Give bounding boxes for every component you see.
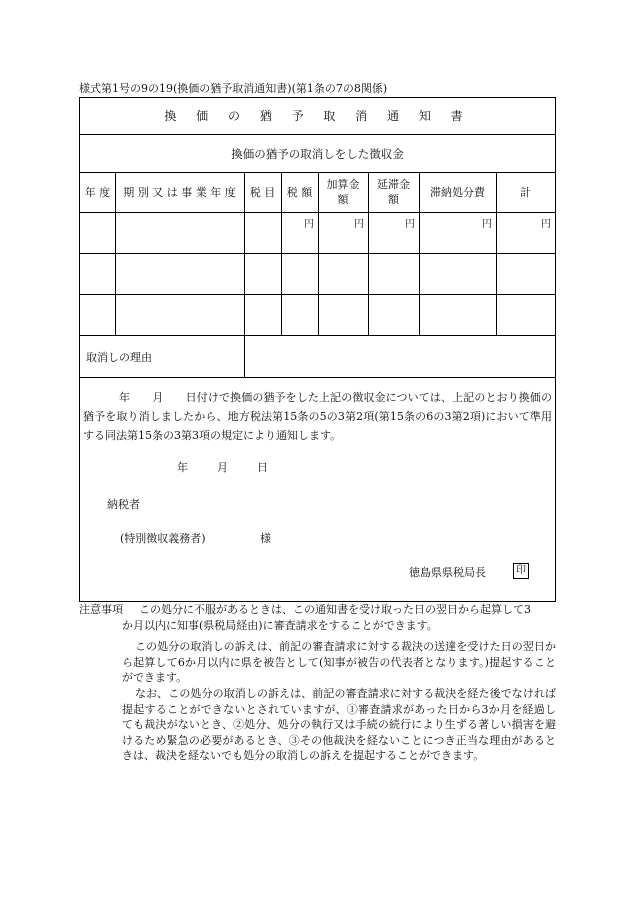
- header-late-line2: 額: [388, 193, 399, 206]
- header-addition-line2: 額: [337, 193, 349, 206]
- row-divider: [80, 377, 555, 378]
- row-divider: [80, 335, 555, 336]
- cancel-reason-label: 取消しの理由: [86, 351, 152, 364]
- notice-form-frame: [79, 97, 556, 602]
- header-year: 年 度: [84, 185, 111, 199]
- date-day: 日: [257, 461, 268, 474]
- yen-disposal: 円: [482, 219, 492, 230]
- header-late-line1: 延滞金: [377, 178, 410, 191]
- honorific-sama: 様: [260, 532, 271, 545]
- header-addition: [318, 172, 368, 212]
- note-paragraph-1-first: この処分に不服があるときは、この通知書を受け取った日の翌日から起算して3: [139, 603, 531, 616]
- date-year: 年: [177, 461, 188, 474]
- note-paragraph-1: [79, 602, 556, 633]
- note-paragraph-2: この処分の取消しの訴えは、前記の審査請求に対する裁決の送達を受けた日の翌日から起算して6か月以内に県を被告として(知事が被告の代表者となります。)提起することができます。: [122, 640, 556, 684]
- yen-late-fee: 円: [405, 219, 415, 230]
- special-collector-label: (特別徴収義務者): [120, 532, 206, 545]
- header-total: 計: [520, 185, 531, 199]
- header-period: 期 別 又 は 事 業 年 度: [123, 185, 236, 199]
- note-paragraph-1-rest: か月以内に知事(県税局経由)に審査請求をすることができます。: [122, 618, 438, 632]
- header-tax-item: 税 目: [249, 185, 276, 199]
- note-paragraph-3: なお、この処分の取消しの訴えは、前記の審査請求に対する裁決を経た後でなければ提起することができないとされていますが、①審査請求があった日から3か月を経過しても裁決がないとき、②処分、処分の執行又は手続の続行により生ずる著しい損害を避けるため緊急の必要があるとき、③その他裁決を経ないことにつき正当な理由があるときは、裁決を経ないでも処分の取消しの訴えを提起することができます。: [122, 687, 556, 762]
- date-month: 月: [217, 461, 228, 474]
- header-disposal-cost: 滞納処分費: [430, 185, 485, 199]
- header-addition-line1: 加算金: [326, 178, 360, 191]
- yen-addition: 円: [354, 219, 364, 230]
- official-seal: 印: [513, 563, 529, 579]
- header-late-fee: [368, 172, 419, 212]
- notes-head: 注意事項: [79, 603, 123, 616]
- row-divider: [80, 134, 555, 135]
- notice-body-text: 年 月 日付けで換価の猶予をした上記の徴収金については、上記のとおり換価の猶予を取り消しましたから、地方税法第15条の5の3第2項(第15条の6の3第2項)において準用する同法第15条の3第3項の規定により通知します。: [83, 391, 552, 442]
- form-label: 様式第1号の9の19(換価の猶予取消通知書)(第1条の7の8関係): [79, 82, 388, 95]
- form-title: 換 価 の 猶 予 取 消 通 知 書: [164, 109, 471, 123]
- header-tax-amount: 税 額: [286, 185, 313, 199]
- taxpayer-label: 納税者: [107, 498, 140, 511]
- form-subtitle: 換価の猶予の取消しをした徴収金: [231, 147, 404, 161]
- issuer-director: 徳島県県税局長: [409, 566, 486, 579]
- yen-tax-amount: 円: [304, 219, 314, 230]
- issue-date: [177, 459, 268, 475]
- yen-total: 円: [541, 219, 551, 230]
